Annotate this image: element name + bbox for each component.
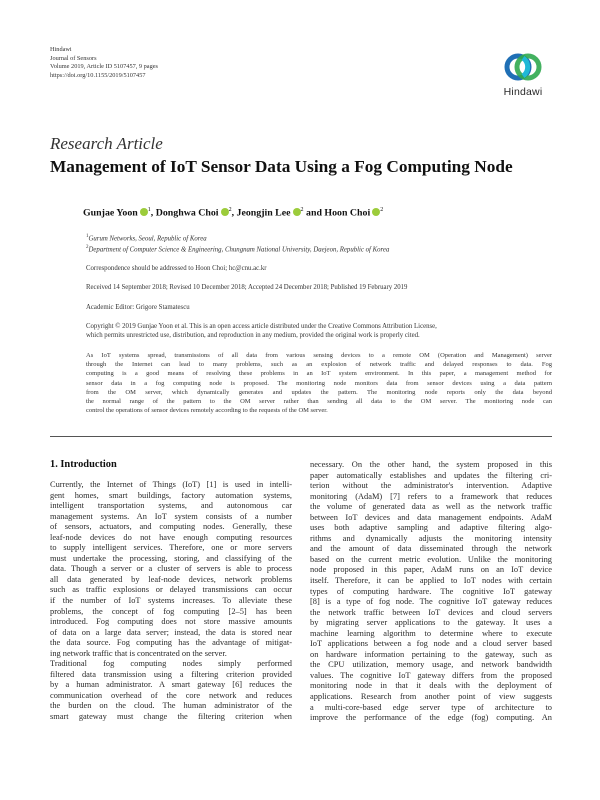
orcid-icon[interactable] [140,208,148,216]
volume-info: Volume 2019, Article ID 5107457, 9 pages [50,63,158,71]
body-text-line: Currently, the Internet of Things (IoT) [1] is used in intelli- [50,480,292,489]
body-text-line: of data on a large data server; instead, the data is stored near [50,627,292,637]
author-separator: , [231,207,237,219]
body-text-line: leaf-node devices do not have enough computing resources [50,532,292,542]
body-text-line: by migrating server applications to the gateway. It uses a [310,618,552,628]
body-text-line: types of computing hardware. The cognitive IoT gateway [310,586,552,596]
body-text-line: paper automatically establishes and updates the filtering cri- [310,470,552,480]
orcid-icon[interactable] [293,208,301,216]
author-affiliation: 2 [380,207,384,213]
body-text-line: introduced. Fog computing does not store massive amounts [50,617,292,627]
affiliation-number: 2 [86,245,89,251]
affiliation-line [86,243,552,254]
abstract [86,351,552,415]
copyright-notice [86,322,552,340]
author-name[interactable]: Donghwa Choi [155,207,219,219]
hindawi-logo[interactable] [494,50,552,98]
body-text-line: necessary. On the other hand, the system proposed in this [310,460,552,469]
article-type: Research Article [50,134,163,153]
body-text-line: and the amount of data disseminated through the network [310,544,552,554]
body-column-right [310,460,552,724]
author-affiliation: 1 [147,207,151,213]
body-text-line: filtered data transmission using a filtering criterion provided [50,669,292,679]
body-text-line: Traditional fog computing nodes simply performed [50,659,292,669]
body-text-line: a multi-core-based edge server type of architecture to [310,702,552,712]
body-text-line: machine learning algorithm to determine where to execute [310,628,552,638]
body-text-line: communication overhead of the core network and reduces [50,690,292,700]
author-separator: and [303,207,325,219]
copyright-line: Copyright © 2019 Gunjae Yoon et al. This is an open access article distributed under the Creative Commons Attribution License, [86,323,437,330]
body-text-line: must undertake the processing, storing, and classifying of the [50,553,292,563]
body-text-line: intelligent transportation systems, and autonomous car [50,501,292,511]
body-text-line: monitoring (AdaM) [7] refers to a framework that reduces [310,491,552,501]
author-name[interactable]: Hoon Choi [324,207,371,219]
body-text-line: of sensors, actuators, and computing nodes. Generally, these [50,522,292,532]
copyright-line: which permits unrestricted use, distribution, and reproduction in any medium, provided the original work is properly cited. [86,332,420,340]
journal-name: Journal of Sensors [50,54,97,62]
body-text-line: smart gateway must change the filtering criterion when [50,712,292,722]
body-text-line: if the number of IoT systems increases. To alleviate these [50,596,292,606]
body-text-line: the network traffic between IoT devices and cloud servers [310,607,552,617]
correspondence [86,264,552,273]
body-text-line: all data generated by leaf-node devices, network problems [50,574,292,584]
author-list [83,207,383,218]
body-text-line: terion without the administrator's intervention. Adaptive [310,481,552,491]
section-divider [50,436,552,437]
section-heading: 1. Introduction [50,459,117,470]
body-text-line: management systems. An IoT system consists of a number [50,511,292,521]
abstract-line: As IoT systems spread, transmissions of all data from various sensing devices to a remote OM (Operation and Management) server [86,352,552,359]
doi-link[interactable]: https://doi.org/10.1155/2019/5107457 [50,72,146,80]
body-text-line: by a human administrator. A smart gateway [6] reduces the [50,680,292,690]
publication-dates [86,283,552,292]
body-text-line: the data source. Fog computing has the advantage of mitigat- [50,638,292,648]
publisher-name: Hindawi [50,46,72,53]
abstract-line: control the operations of sensor devices remotely according to the requests of the OM server. [86,407,328,415]
dates-text: Received 14 September 2018; Revised 10 December 2018; Accepted 24 December 2018; Published 19 February 2019 [86,284,408,291]
author-name[interactable]: Jeongjin Lee [236,207,291,219]
body-text-line: the burden on the cloud. The human administrator of the [50,701,292,711]
body-text-line: IoT applications between a fog node and a cloud server based [310,639,552,649]
affiliation-text: Department of Computer Science & Engineering, Chungnam National University, Daejeon, Republic of Korea [88,246,390,254]
body-text-line: such as traffic explosions or delayed transmissions can occur [50,585,292,595]
body-column-left [50,480,292,723]
affiliation-text: Gurum Networks, Seoul, Republic of Korea [88,235,207,243]
body-text-line: to supply intelligent services. Therefore, one or more servers [50,543,292,553]
journal-info [50,46,158,81]
affiliation-line [86,232,552,243]
editor-text: Academic Editor: Grigore Stamatescu [86,304,190,311]
body-text-line: improve the performance of the edge (fog) computing. An [310,713,552,723]
hindawi-logo-icon [503,50,543,84]
academic-editor [86,303,552,312]
orcid-icon[interactable] [221,208,229,216]
abstract-line: from the OM server, which dynamically generates and updates the pattern. The monitoring node reports only the data beyond [86,388,552,396]
author-affiliation: 2 [300,207,304,213]
author-affiliation: 2 [228,207,232,213]
affiliations [86,232,552,255]
body-text-line: uses both adaptive sampling and adaptive filtering algo- [310,523,552,533]
abstract-line: the normal range of the pattern to the OM server rather than sending all data to the OM server. The monitoring node can [86,398,552,406]
body-text-line: gent homes, smart buildings, factory automation systems, [50,490,292,500]
author-name[interactable]: Gunjae Yoon [83,207,138,219]
body-text-line: based on the current metric evolution. Unlike the monitoring [310,554,552,564]
body-text-line: monitoring node in that it deals with the deployment of [310,681,552,691]
author-separator: , [150,207,156,219]
body-text-line: the volume of generated data as well as the network traffic [310,502,552,512]
paper-title: Management of IoT Sensor Data Using a Fog Computing Node [50,157,513,176]
body-text-line: node proposed in this paper, AdaM runs on an IoT device [310,565,552,575]
body-text-line: problems, the concept of fog computing [2–5] has been [50,606,292,616]
body-text-line: data. Though a server or a cluster of servers is able to process [50,564,292,574]
body-text-line: the CPU utilization, memory usage, and network bandwidth [310,660,552,670]
abstract-line: through the Internet can lead to many problems, such as an explosion of network traffic and delayed responses to data. Fog [86,361,552,369]
affiliation-number: 1 [86,234,89,239]
logo-text: Hindawi [503,86,543,98]
body-text-line: ing network traffic that is concentrated on the server. [50,648,227,658]
abstract-line: sensor data in a fog computing node is proposed. The monitoring node monitors data from sensor devices using a data pattern [86,379,552,387]
body-text-line: between IoT devices and data management endpoints. AdaM [310,512,552,522]
body-text-line: [8] is a type of fog node. The cognitive IoT gateway reduces [310,597,552,607]
body-text-line: applications. Research from another point of view suggests [310,692,552,702]
abstract-line: computing is a good means of resolving these problems in an IoT system environment. In this paper, a management method for [86,370,552,378]
body-text-line: rithms and dynamically adjusts the monitoring intensity [310,533,552,543]
correspondence-text: Correspondence should be addressed to Hoon Choi; hc@cnu.ac.kr [86,265,267,272]
body-text-line: itself. Therefore, it can be applied to IoT nodes with certain [310,576,552,586]
body-text-line: on hardware information pertaining to the gateway, such as [310,649,552,659]
body-text-line: values. The cognitive IoT gateway differs from the proposed [310,670,552,680]
